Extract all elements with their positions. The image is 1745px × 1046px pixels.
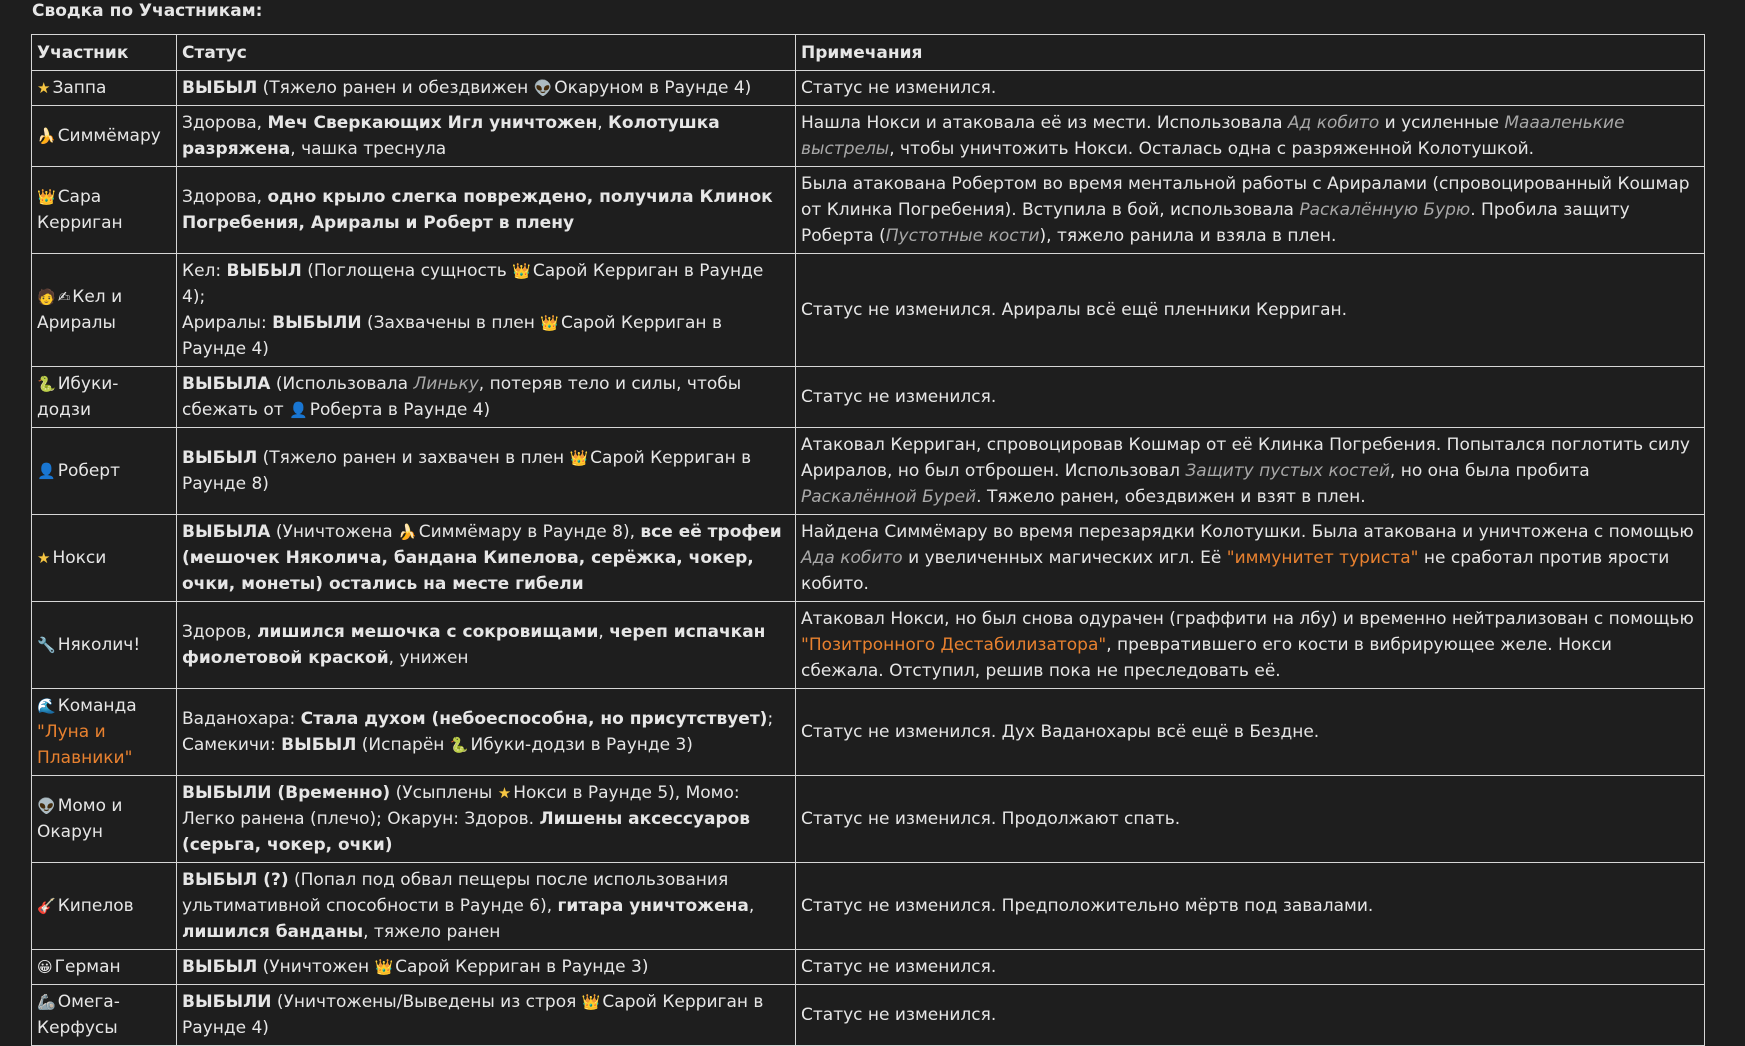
status-text: ВЫБЫЛ (?) xyxy=(182,870,289,890)
status-cell xyxy=(177,689,796,776)
status-text: , xyxy=(597,113,609,133)
notes-text: ), тяжело ранила и взяла в плен. xyxy=(1039,226,1337,246)
notes-text: Атаковал Керриган, спровоцировав Кошмар от её Клинка Погребения. Попытался поглотить силу Арирaлов, но был отброшен. Использовал xyxy=(801,435,1690,481)
status-text: (Тяжело ранен и захвачен в плен xyxy=(257,448,570,468)
status-text: Нокси в Раунде 5), Момо: Легко ранена (плечо); Окарун: Здоров. xyxy=(182,783,740,829)
star-icon: ★ xyxy=(497,784,512,802)
notes-text: Защиту пустых костей xyxy=(1185,461,1390,481)
status-text: Здоров, xyxy=(182,622,258,642)
alien-icon: 👽 xyxy=(37,797,56,815)
banana-icon: 🍌 xyxy=(398,523,417,541)
status-cell xyxy=(177,776,796,863)
notes-text: и усиленные xyxy=(1379,113,1505,133)
person-icon: 👤 xyxy=(37,462,56,480)
table-header-row xyxy=(32,35,1705,71)
status-text: Колотушка разряжена xyxy=(182,113,720,159)
participant-cell xyxy=(32,863,177,950)
status-text: Ваданохара: xyxy=(182,709,301,729)
participant-cell xyxy=(32,515,177,602)
participant-name: Няколич! xyxy=(57,635,141,655)
table-row xyxy=(32,428,1705,515)
table-row xyxy=(32,71,1705,106)
status-text: Ибуки-додзи в Раунде 3) xyxy=(470,735,693,755)
page-title: Сводка по Участникам: xyxy=(32,1,263,21)
column-header-status: Статус xyxy=(177,35,796,71)
status-cell xyxy=(177,863,796,950)
status-text: Симмёмару в Раунде 8), xyxy=(418,522,641,542)
status-text: , xyxy=(598,622,610,642)
participant-name: Момо и Окарун xyxy=(37,796,123,842)
table-row xyxy=(32,367,1705,428)
status-text: Стала духом (небоеспособна, но присутствует) xyxy=(300,709,768,729)
table-row xyxy=(32,106,1705,167)
status-cell xyxy=(177,167,796,254)
notes-text: Нашла Нокси и атаковала её из мести. Использовала xyxy=(801,113,1288,133)
status-text: Окаруном в Раунде 4) xyxy=(554,78,752,98)
participant-cell xyxy=(32,71,177,106)
status-text: Кел: xyxy=(182,261,227,281)
status-text: Сарой Керриган в Раунде 4) xyxy=(182,992,764,1038)
status-text: , потеряв тело и силы, чтобы сбежать от xyxy=(182,374,742,420)
participant-cell xyxy=(32,689,177,776)
participant-name: Роберт xyxy=(57,461,120,481)
participant-name: Заппа xyxy=(52,78,107,98)
notes-text: , чтобы уничтожить Нокси. Осталась одна с разряженной Колотушкой. xyxy=(889,139,1535,159)
participant-name: Нокси xyxy=(52,548,107,568)
notes-text: . Пробила защиту Роберта ( xyxy=(801,200,1630,246)
participant-cell xyxy=(32,776,177,863)
status-text: ВЫБЫЛ xyxy=(182,448,258,468)
status-text: ВЫБЫЛ xyxy=(281,735,357,755)
table-row xyxy=(32,776,1705,863)
status-text: лишился мешочка с сокровищами xyxy=(257,622,599,642)
status-text: Сарой Керриган в Раунде 8) xyxy=(182,448,752,494)
status-text: , унижен xyxy=(388,648,469,668)
status-text: одно крыло слегка повреждено, получила Клинок Погребения xyxy=(182,187,773,233)
status-text: череп испачкан фиолетовой краской xyxy=(182,622,766,668)
snake-icon: 🐍 xyxy=(449,736,469,754)
notes-cell xyxy=(796,428,1705,515)
status-text: ВЫБЫЛ xyxy=(182,957,258,977)
notes-cell: Статус не изменился. Арирaлы всё ещё пленники Керриган. xyxy=(796,254,1705,367)
notes-cell xyxy=(796,602,1705,689)
notes-text: , превратившего его кости в вибрирующее желе. Нокси сбежала. Отступил, решив пока не преследовать её. xyxy=(801,635,1612,681)
status-cell xyxy=(177,367,796,428)
participant-cell xyxy=(32,950,177,985)
arm-icon: 🦾 xyxy=(37,993,56,1011)
notes-text: Пустотные кости xyxy=(885,226,1040,246)
notes-text: Найдена Симмёмару во время перезарядки Колотушки. Была атакована и уничтожена с помощью xyxy=(801,522,1694,542)
table-row xyxy=(32,950,1705,985)
status-text: (Поглощена сущность xyxy=(301,261,513,281)
crown-icon: 👑 xyxy=(37,188,56,206)
column-header-notes: Примечания xyxy=(796,35,1705,71)
status-text: ВЫБЫЛИ xyxy=(272,313,362,333)
status-text: Сарой Керриган в Раунде 3) xyxy=(395,957,649,977)
crown-icon: 👑 xyxy=(512,262,531,280)
table-row xyxy=(32,863,1705,950)
status-text: Сарой Керриган в Раунде 4); xyxy=(182,261,764,307)
notes-cell: Статус не изменился. Предположительно мёртв под завалами. xyxy=(796,863,1705,950)
status-cell xyxy=(177,428,796,515)
notes-cell xyxy=(796,515,1705,602)
status-text: , xyxy=(748,896,755,916)
smile-icon: 😀 xyxy=(37,958,53,976)
column-header-participant: Участник xyxy=(32,35,177,71)
notes-cell: Статус не изменился. Продолжают спать. xyxy=(796,776,1705,863)
table-row xyxy=(32,515,1705,602)
participant-name: Омега-Керфусы xyxy=(37,992,120,1038)
status-text: гитара уничтожена xyxy=(557,896,749,916)
participant-cell xyxy=(32,985,177,1046)
wrench-icon: 🔧 xyxy=(37,636,56,654)
status-text: , xyxy=(298,213,311,233)
notes-text: Атаковал Нокси, но был снова одурачен (граффити на лбу) и временно нейтрализован с помощью xyxy=(801,609,1694,629)
status-text: Роберта в Раунде 4) xyxy=(309,400,491,420)
team-name: "Луна и Плавники" xyxy=(37,722,133,768)
participant-name: Ибуки-додзи xyxy=(37,374,119,420)
status-text: (Усыплены xyxy=(390,783,498,803)
star-icon: ★ xyxy=(37,79,51,97)
face-icon: 🧑 xyxy=(37,288,56,306)
notes-cell: Статус не изменился. xyxy=(796,985,1705,1046)
pen-icon: ✍ xyxy=(57,288,71,306)
status-text: ВЫБЫЛ xyxy=(182,78,258,98)
notes-text: "Позитронного Дестабилизатора" xyxy=(801,635,1107,655)
notes-cell: Статус не изменился. xyxy=(796,71,1705,106)
notes-text: Маааленькие выстрелы xyxy=(801,113,1625,159)
notes-cell: Статус не изменился. Дух Ваданохары всё ещё в Бездне. xyxy=(796,689,1705,776)
notes-text: , но она была пробита xyxy=(1389,461,1590,481)
participant-name: Симмёмару xyxy=(57,126,161,146)
status-cell xyxy=(177,950,796,985)
status-text: (Захвачены в плен xyxy=(361,313,541,333)
status-text: Самекичи: xyxy=(182,735,282,755)
notes-text: "иммунитет туриста" xyxy=(1226,548,1419,568)
status-text: (Использовала xyxy=(270,374,414,394)
status-text: Сарой Керриган в Раунде 4) xyxy=(182,313,722,359)
notes-cell: Статус не изменился. xyxy=(796,950,1705,985)
participant-name: Сара Керриган xyxy=(37,187,123,233)
status-text: ВЫБЫЛИ xyxy=(182,992,272,1012)
snake-icon: 🐍 xyxy=(37,375,56,393)
status-cell xyxy=(177,515,796,602)
participant-cell xyxy=(32,167,177,254)
crown-icon: 👑 xyxy=(540,314,559,332)
participants-table xyxy=(31,34,1705,1046)
participant-cell xyxy=(32,428,177,515)
status-text: ; xyxy=(767,709,774,729)
status-text: Здорова, xyxy=(182,113,268,133)
notes-text: и увеличенных магических игл. Её xyxy=(902,548,1227,568)
notes-cell xyxy=(796,167,1705,254)
table-row xyxy=(32,689,1705,776)
notes-text: Ада кобито xyxy=(801,548,903,568)
star-icon: ★ xyxy=(37,549,51,567)
status-text: ВЫБЫЛИ (Временно) xyxy=(182,783,391,803)
crown-icon: 👑 xyxy=(581,993,601,1011)
status-cell xyxy=(177,602,796,689)
notes-text: Была атакована Робертом во время ментальной работы с Ариралами (спровоцированный Кошмар от Клинка Погребения). Вступила в бой, использовала xyxy=(801,174,1690,220)
participant-cell xyxy=(32,367,177,428)
status-text: ВЫБЫЛ xyxy=(226,261,302,281)
table-row xyxy=(32,254,1705,367)
status-cell xyxy=(177,985,796,1046)
status-text: (Тяжело ранен и обездвижен xyxy=(257,78,534,98)
person-icon: 👤 xyxy=(289,401,308,419)
status-text: (Уничтожены/Выведены из строя xyxy=(271,992,582,1012)
notes-text: Раскалённую Бурю xyxy=(1299,200,1471,220)
status-text: Арирaлы и Роберт в плену xyxy=(310,213,575,233)
participant-name: Кел и Арирaлы xyxy=(37,287,123,333)
notes-text: . Тяжело ранен, обездвижен и взят в плен. xyxy=(976,487,1366,507)
participant-cell xyxy=(32,254,177,367)
participant-name: Герман xyxy=(54,957,121,977)
status-cell xyxy=(177,106,796,167)
status-cell xyxy=(177,71,796,106)
status-text: Линьку xyxy=(413,374,479,394)
status-text: Лишены аксессуаров (серьга, чокер, очки) xyxy=(182,809,751,855)
participant-name: Кипелов xyxy=(57,896,134,916)
table-row xyxy=(32,985,1705,1046)
guitar-icon: 🎸 xyxy=(37,897,56,915)
status-text: ВЫБЫЛА xyxy=(182,522,271,542)
status-text: (Попал под обвал пещеры после использования ультимативной способности в Раунде 6), xyxy=(182,870,729,916)
status-text: все её трофеи (мешочек Няколича, бандана Кипелова, серёжка, чокер, очки, монеты) остались на месте гибели xyxy=(182,522,782,594)
notes-cell: Статус не изменился. xyxy=(796,367,1705,428)
wave-icon: 🌊 xyxy=(37,697,56,715)
crown-icon: 👑 xyxy=(569,449,589,467)
participant-cell xyxy=(32,106,177,167)
status-text: , чашка треснула xyxy=(290,139,447,159)
banana-icon: 🍌 xyxy=(37,127,56,145)
notes-text: Ад кобито xyxy=(1287,113,1380,133)
status-text: (Уничтожен xyxy=(257,957,375,977)
status-text: Арирaлы: xyxy=(182,313,273,333)
notes-text: не сработал против ярости кобито. xyxy=(801,548,1670,594)
participant-cell xyxy=(32,602,177,689)
status-text: Здорова, xyxy=(182,187,268,207)
status-text: ВЫБЫЛА xyxy=(182,374,271,394)
notes-cell xyxy=(796,106,1705,167)
status-text: Меч Сверкающих Игл уничтожен xyxy=(267,113,598,133)
table-row xyxy=(32,167,1705,254)
crown-icon: 👑 xyxy=(374,958,394,976)
alien-icon: 👽 xyxy=(533,79,553,97)
status-text: (Испарён xyxy=(356,735,450,755)
table-row xyxy=(32,602,1705,689)
status-text: (Уничтожена xyxy=(270,522,399,542)
notes-text: Раскалённой Бурей xyxy=(801,487,977,507)
status-text: , тяжело ранен xyxy=(363,922,501,942)
status-cell xyxy=(177,254,796,367)
status-text: лишился банданы xyxy=(182,922,364,942)
participant-name: Команда xyxy=(57,696,137,716)
